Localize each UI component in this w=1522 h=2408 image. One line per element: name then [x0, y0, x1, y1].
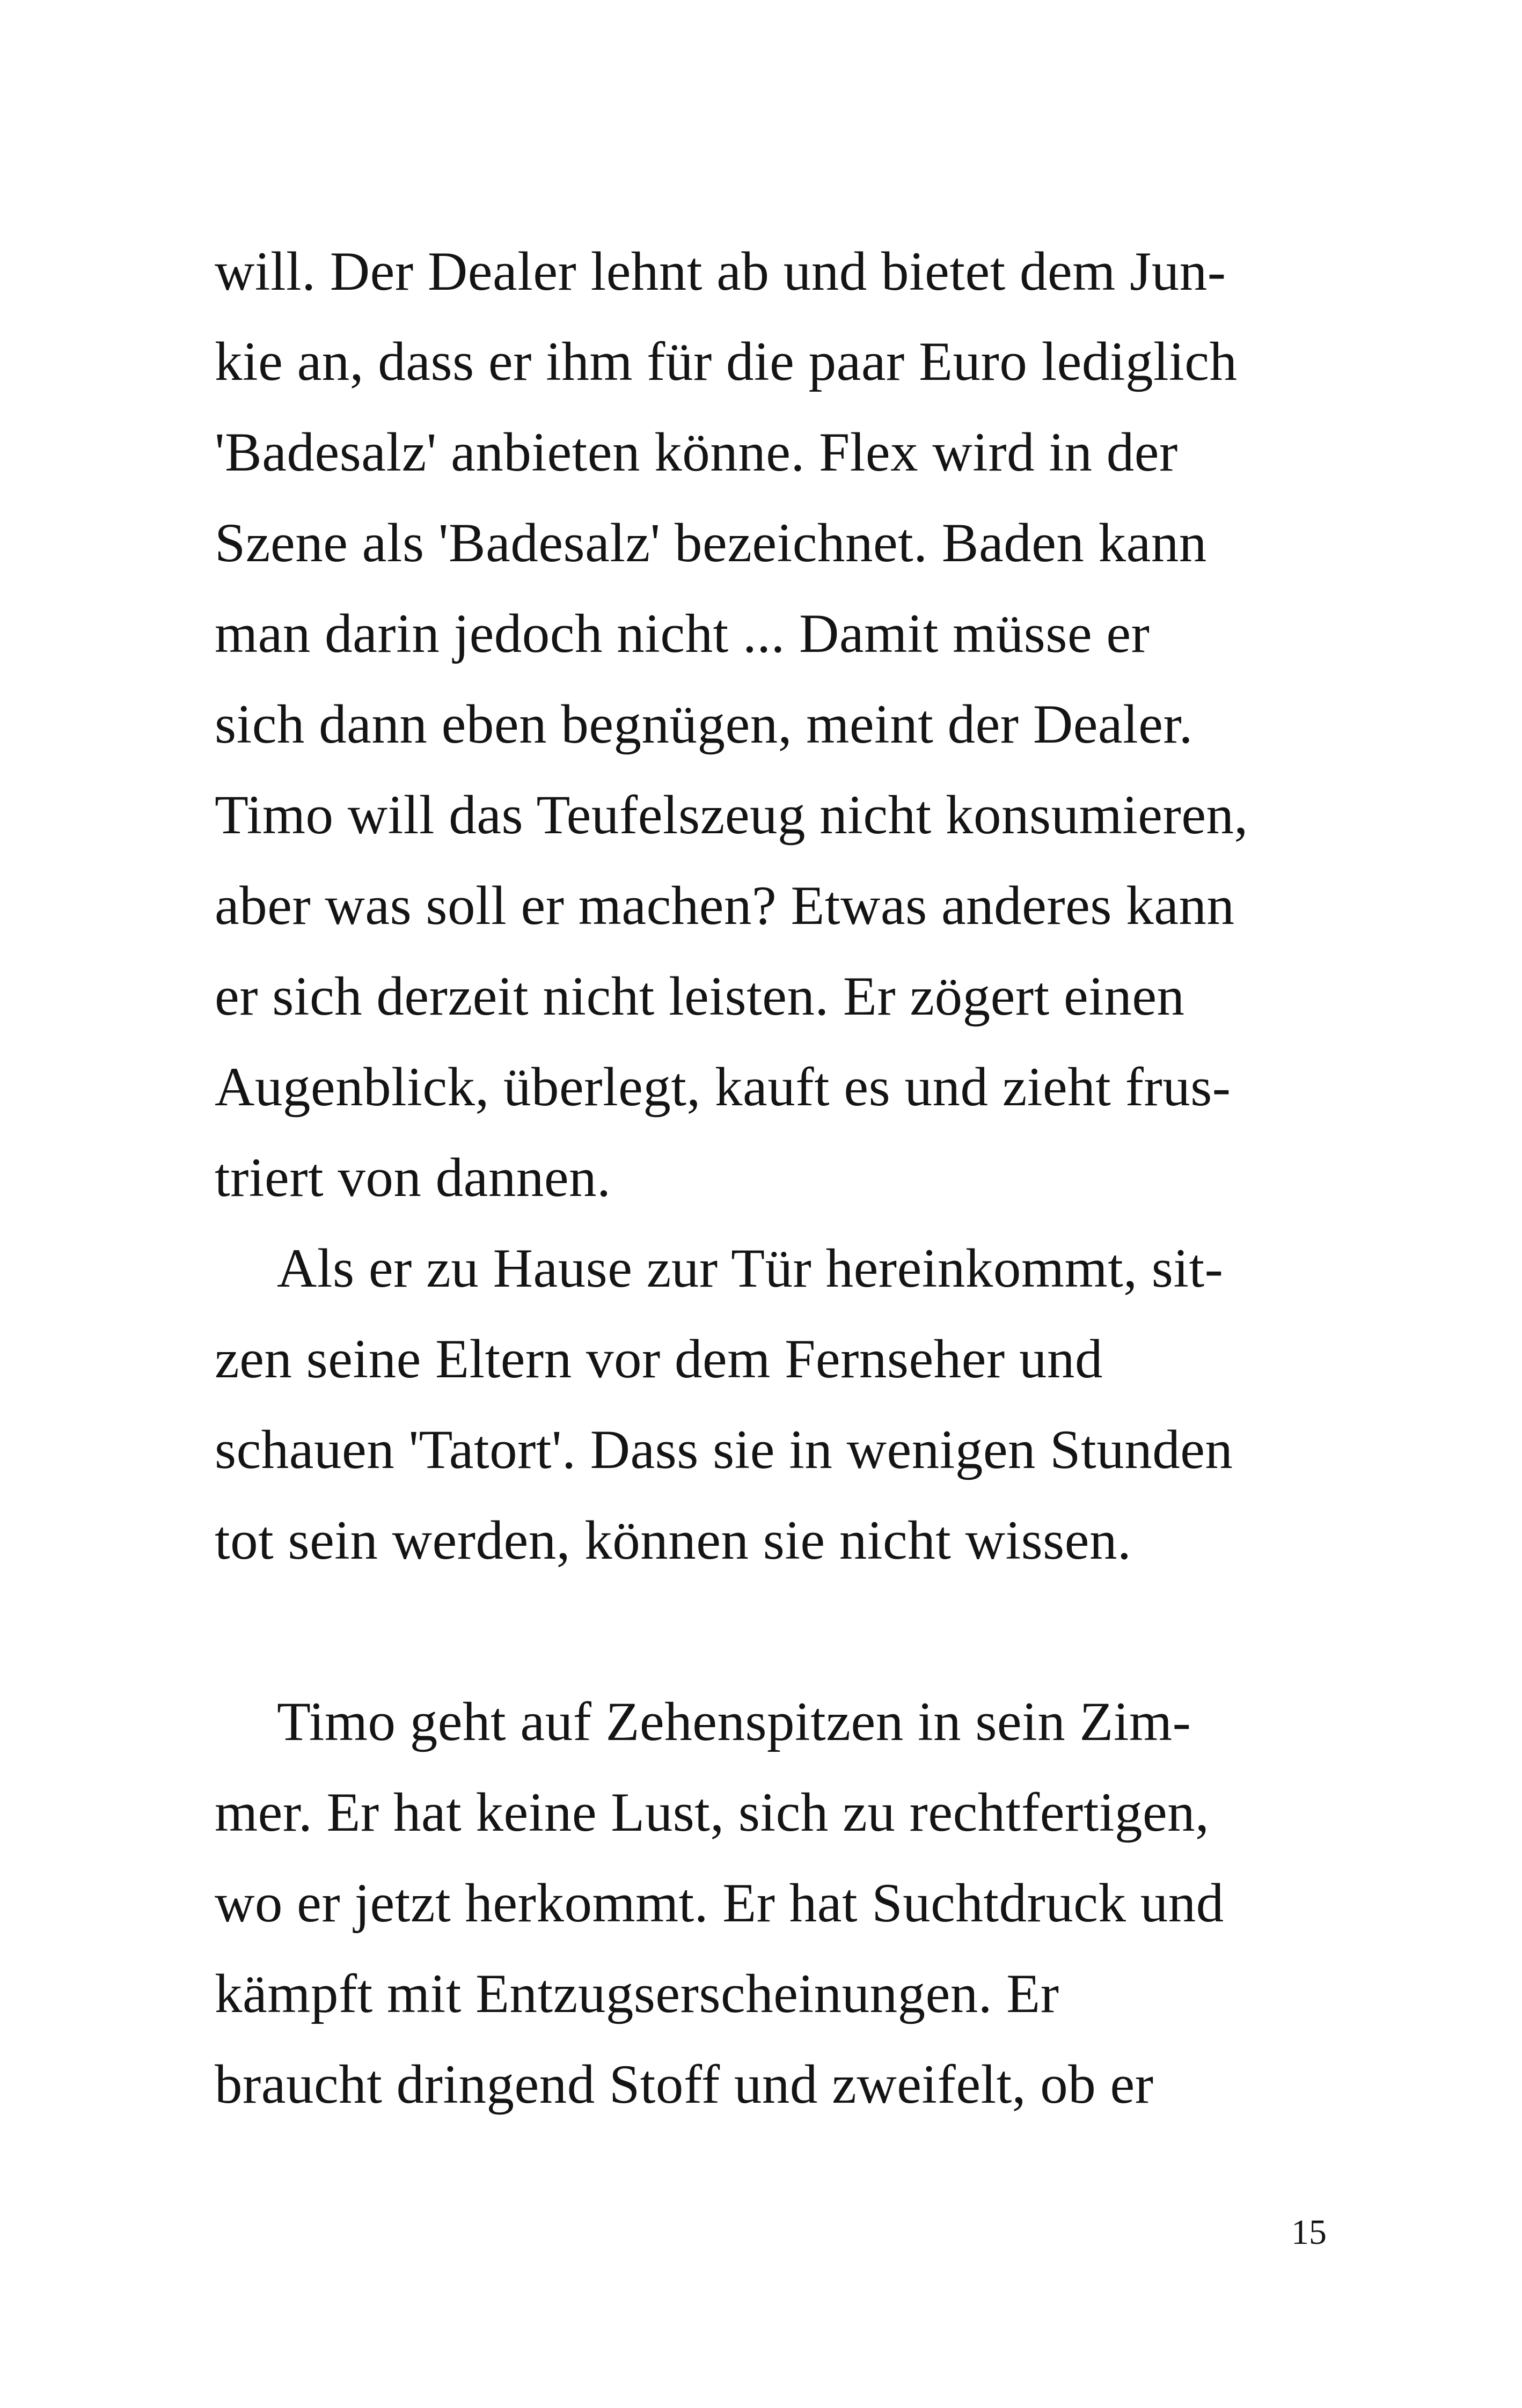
text-line: Timo will das Teufelszeug nicht konsumieren, [215, 784, 1248, 846]
text-line: er sich derzeit nicht leisten. Er zögert einen [215, 966, 1185, 1027]
text-line: Augenblick, überlegt, kauft es und zieht frus- [215, 1056, 1231, 1118]
text-line: Szene als 'Badesalz' bezeichnet. Baden kann [215, 512, 1207, 574]
text-line: braucht dringend Stoff und zweifelt, ob er [215, 2054, 1154, 2115]
text-line: zen seine Eltern vor dem Fernseher und [215, 1328, 1103, 1390]
text-line: triert von dannen. [215, 1147, 611, 1208]
text-line: mer. Er hat keine Lust, sich zu rechtfertigen, [215, 1782, 1210, 1843]
text-line: schauen 'Tatort'. Dass sie in wenigen Stunden [215, 1419, 1233, 1480]
text-line: wo er jetzt herkommt. Er hat Suchtdruck und [215, 1873, 1224, 1934]
text-line: tot sein werden, können sie nicht wissen. [215, 1510, 1132, 1571]
text-line: kämpft mit Entzugserscheinungen. Er [215, 1963, 1059, 2024]
text-line: sich dann eben begnügen, meint der Dealer. [215, 694, 1193, 755]
text-line: Als er zu Hause zur Tür hereinkommt, sit- [277, 1238, 1224, 1299]
page-number: 15 [1291, 2213, 1327, 2252]
text-line: 'Badesalz' anbieten könne. Flex wird in der [215, 422, 1178, 483]
text-line: kie an, dass er ihm für die paar Euro lediglich [215, 331, 1238, 392]
text-line: will. Der Dealer lehnt ab und bietet dem Jun- [215, 241, 1226, 302]
text-line: aber was soll er machen? Etwas anderes kann [215, 875, 1235, 936]
text-line: man darin jedoch nicht ... Damit müsse er [215, 603, 1150, 664]
text-line: Timo geht auf Zehenspitzen in sein Zim- [277, 1691, 1191, 1752]
